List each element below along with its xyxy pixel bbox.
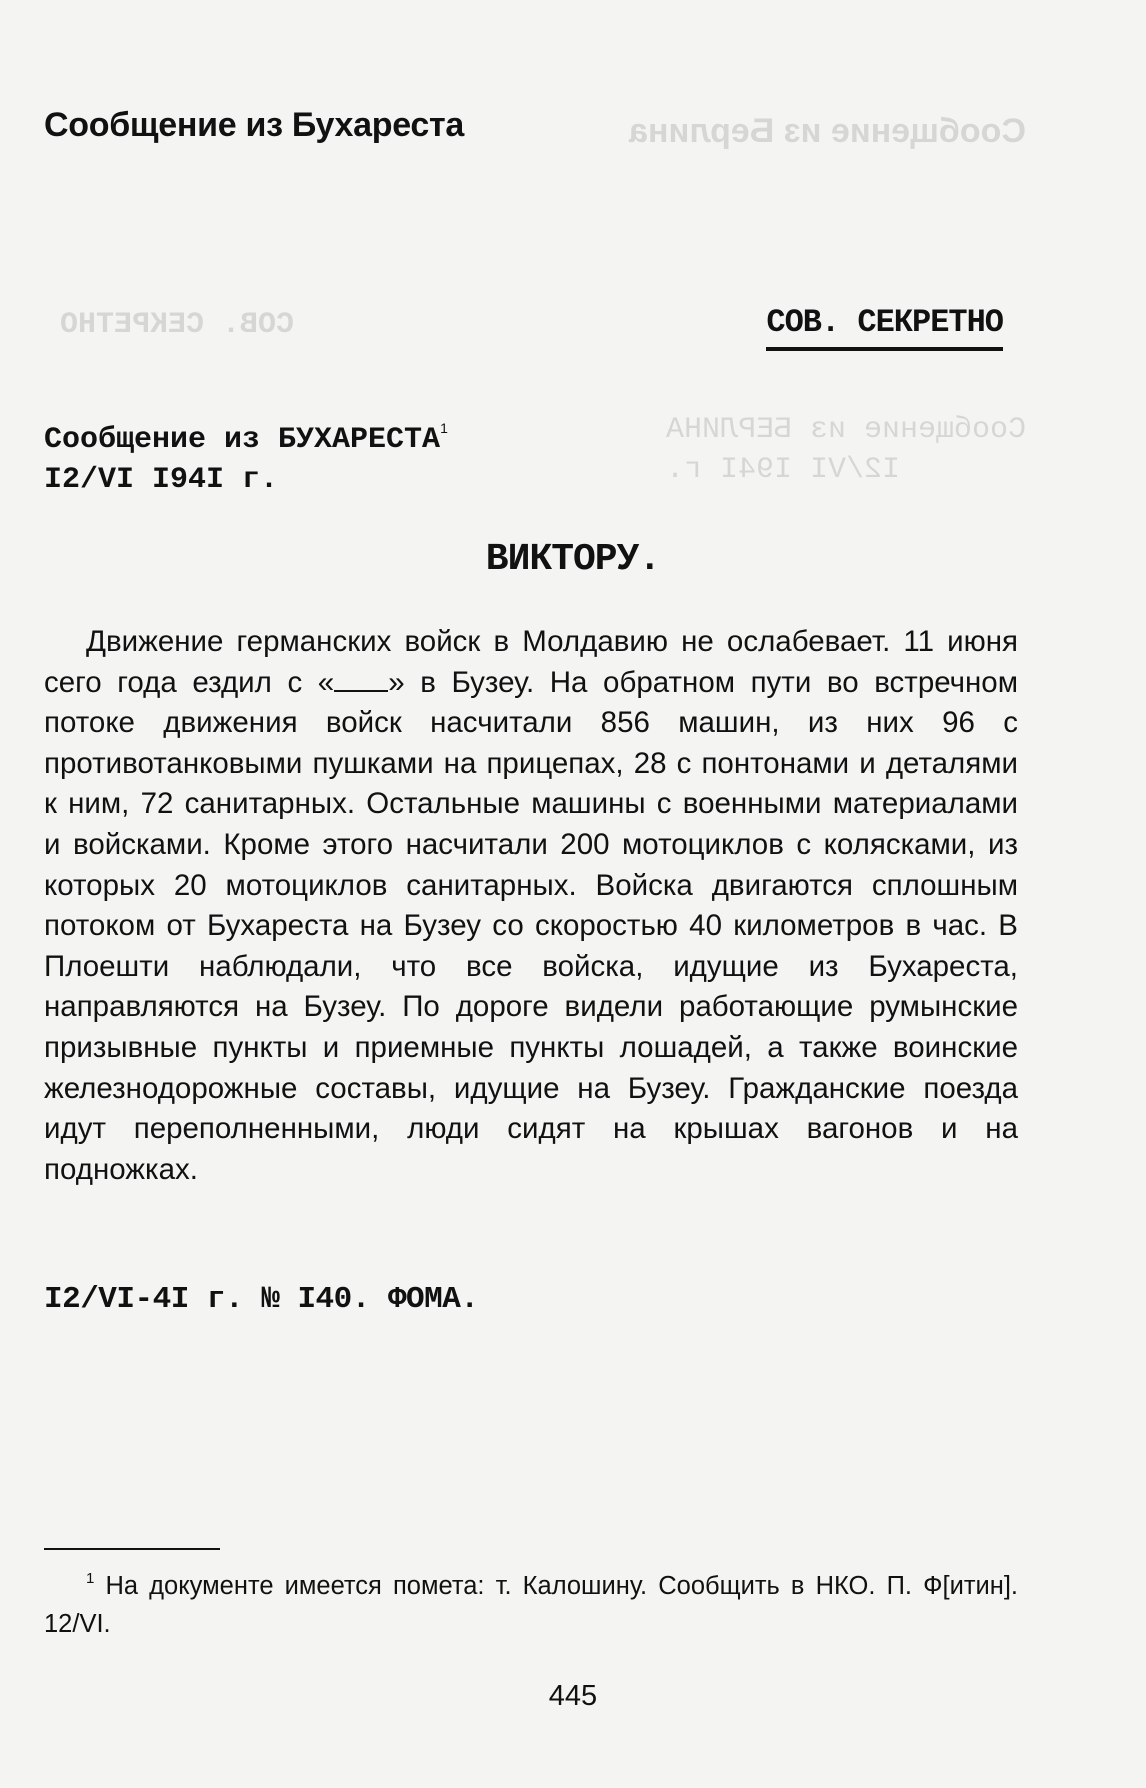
bleed-through-date-line: I2/VI I94I г. (665, 453, 900, 487)
source-block (44, 408, 448, 500)
page-number: 445 (548, 1680, 598, 1712)
page-title: Сообщение из Бухареста (44, 106, 464, 144)
footnote-divider (44, 1548, 220, 1550)
footnote (44, 1560, 1018, 1643)
addressee: ВИКТОРУ. (485, 538, 661, 581)
footnote-reference: 1 (440, 420, 448, 436)
source-line (44, 408, 448, 460)
signature-line: I2/VI-4I г. № I40. ФОМА. (44, 1282, 479, 1317)
source-line-text: Сообщение из БУХАРЕСТА (44, 423, 441, 457)
redacted-name-blank (334, 668, 388, 692)
bleed-through-heading: Сообщение из Берлина (629, 112, 1026, 150)
footnote-text: На документе имеется помета: т. Калошину. Сообщить в НКО. П. Ф[итин]. 12/VI. (44, 1572, 1018, 1638)
bleed-through-source-line: Сообщение из БЕРЛИНА (665, 413, 1026, 447)
bleed-through-source (666, 410, 1026, 490)
footnote-mark: 1 (86, 1570, 95, 1587)
message-body (44, 622, 1018, 1190)
message-body-part-1: Движение германских войск в Молдавию не ослабевает. 11 июня сего года ездил с « (44, 625, 1018, 699)
bleed-through-classification: СОВ. СЕКРЕТНО (60, 308, 295, 342)
classification-stamp: СОВ. СЕКРЕТНО (766, 304, 1003, 351)
date-line: I2/VI I94I г. (44, 463, 279, 497)
message-body-part-2: » в Бузеу. На обратном пути во встречном потоке движения войск насчитали 856 машин, из них 96 с противотанковыми пушками на прицепах, 28 с понтонами и деталями к ним, 72 санитарных. Остальные машины с военными материалами и войсками. Кроме этого насчитали 200 мотоциклов с колясками, из которых 20 мотоциклов санитарных. Войска двигаются сплошным потоком от Бухареста на Бузеу со скоростью 40 километров в час. В Плоешти наблюдали, что все войска, идущие из Бухареста, направляются на Бузеу. По дороге видели работающие румынские призывные пункты и приемные пункты лошадей, а также воинские железнодорожные составы, идущие на Бузеу. Гражданские поезда идут переполненными, люди сидят на крышах вагонов и на подножках. (44, 665, 1018, 1186)
